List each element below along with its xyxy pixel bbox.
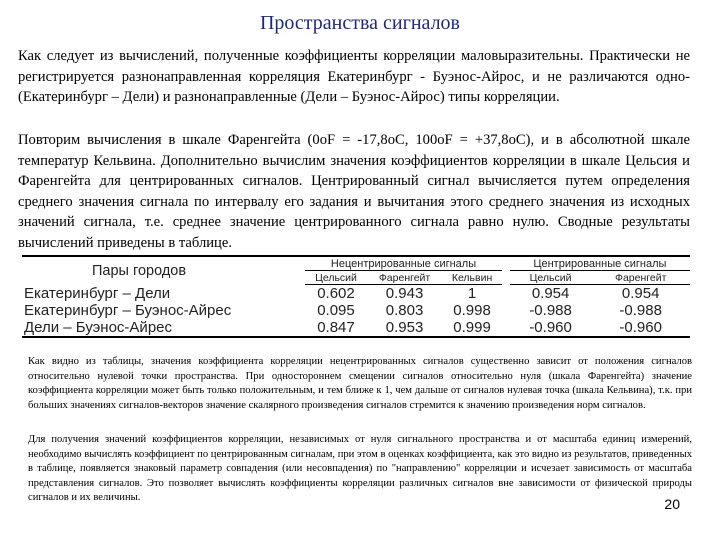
cell-value: -0.960	[591, 319, 690, 337]
subheader-celsius-centered: Цельсий	[510, 271, 592, 285]
cell-value: 0.954	[621, 285, 660, 302]
table-row	[22, 319, 690, 337]
cell-value: 0.999	[442, 319, 501, 337]
note-noncentered: Как видно из таблицы, значения коэффициента корреляции нецентрированных сигналов существенно зависит от положения сигналов относительно нулевой точки пространства. При одностороннем смещении сигналов относительно нуля (шкала Фаренгейта) значение коэффициента корреляции может быть только положительным, и тем ближе к 1, чем дальше от сигналов нулевая точка (шкала Кельвина), т.к. при больших значениях сигналов-векторов значение скалярного произведения сигналов стремится к значению произведения норм сигналов.	[28, 356, 692, 411]
table-row	[22, 285, 690, 303]
cell-pair: Екатеринбург – Буэнос-Айрес	[24, 302, 232, 319]
cell-value: 0.953	[367, 319, 443, 337]
cell-value: 0.095	[317, 302, 355, 319]
cell-value: 0.803	[385, 302, 424, 319]
table-row	[22, 302, 690, 319]
subheader-fahrenheit-centered: Фаренгейт	[591, 271, 690, 285]
subheader-fahrenheit: Фаренгейт	[367, 271, 443, 285]
cell-value: 0.847	[305, 319, 367, 337]
subheader-kelvin: Кельвин	[442, 271, 501, 285]
paragraph-correlation-summary: Как следует из вычислений, полученные коэффициенты корреляции маловыразительны. Практически не регистрируется разнонаправленная корреляция Екатеринбург - Буэнос-Айрос, и не различаются одно- (Екатеринбург – Дели) и разнонаправленные (Дели – Буэнос-Айрос) типы корреляции.	[18, 48, 690, 105]
cell-value: 0.602	[317, 285, 355, 302]
slide-title: Пространства сигналов	[259, 12, 461, 34]
cell-pair: Дели – Буэнос-Айрес	[22, 319, 305, 337]
note-centered: Для получения значений коэффициентов корреляции, независимых от нуля сигнального пространства и от масштаба единиц измерений, необходимо вычислять коэффициент по центрированным сигналам, при этом в оценках коэффициента, как это видно из результатов, приведенных в таблице, появляется знаковый параметр совпадения (или несовпадения) по "направлению" корреляции и исчезает зависимость от масштаба представления сигналов. Это позволяет вычислять коэффициенты корреляции различных сигналов вне зависимости от физической природы сигналов и их величины.	[28, 434, 692, 504]
paragraph-method: Повторим вычисления в шкале Фаренгейта (0оF = -17,8оC, 100оF = +37,8оC), и в абсолютной шкале температур Кельвина. Дополнительно вычислим значения коэффициентов корреляции в шкале Цельсия и Фаренгейта для центрированных сигналов. Центрированный сигнал вычисляется путем определения среднего значения сигнала по интервалу его задания и вычитания этого среднего значения из исходных значений сигнала, т.е. среднее значение центрированного сигнала равно нулю. Сводные результаты вычислений приведены в таблице.	[18, 132, 690, 251]
subheader-celsius: Цельсий	[305, 271, 367, 285]
cell-value: 0.954	[531, 285, 570, 302]
header-city-pairs: Пары городов	[22, 256, 305, 285]
cell-value: 0.943	[385, 285, 424, 302]
header-group-noncentered: Нецентрированные сигналы	[305, 256, 502, 271]
correlation-table	[22, 255, 690, 345]
cell-value: -0.988	[529, 302, 572, 319]
cell-value: 0.998	[453, 302, 491, 319]
cell-value: -0.960	[510, 319, 592, 337]
page-number: 20	[664, 496, 680, 512]
cell-value: -0.988	[619, 302, 662, 319]
cell-pair: Екатеринбург – Дели	[24, 284, 171, 302]
header-group-centered: Центрированные сигналы	[510, 256, 690, 271]
cell-value: 1	[467, 285, 477, 302]
